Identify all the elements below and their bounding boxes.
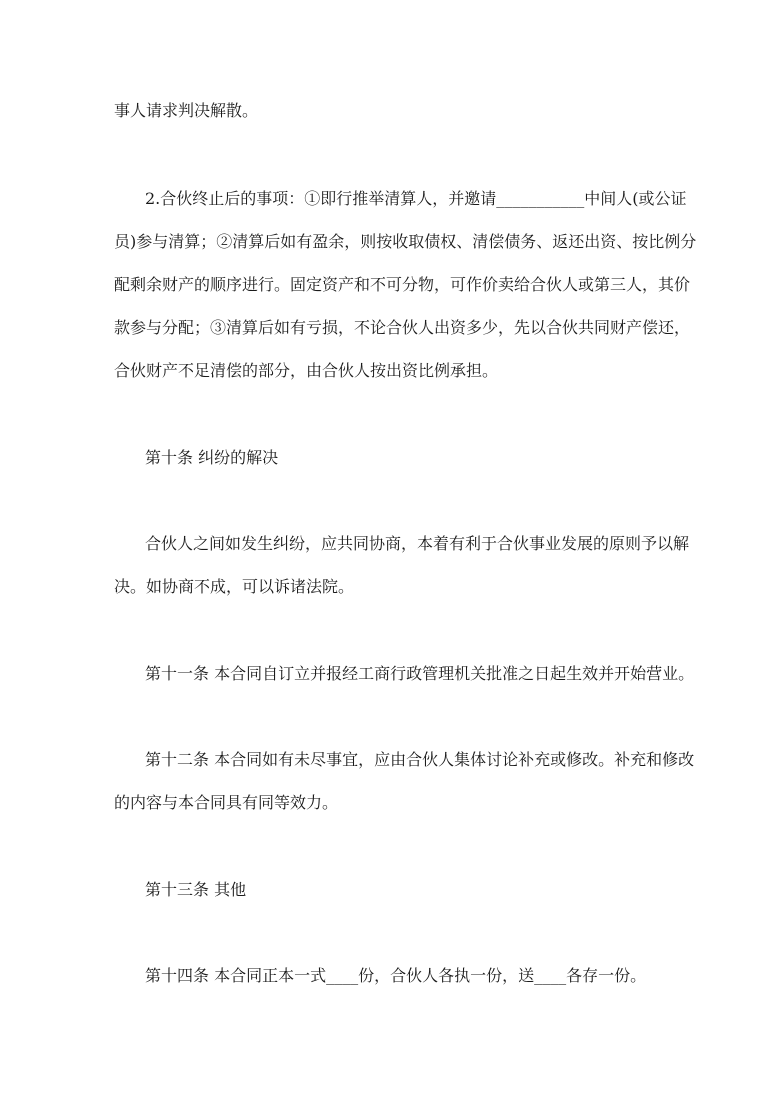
article-heading: 第十条 纠纷的解决 <box>145 448 279 467</box>
paragraph-line: 合伙人之间如发生纠纷，应共同协商，本着有利于合伙事业发展的原则予以解 <box>145 534 690 553</box>
paragraph-line: 员)参与清算；②清算后如有盈余，则按收取债权、清偿债务、返还出资、按比例分 <box>114 232 697 251</box>
paragraph-line: 合伙财产不足清偿的部分，由合伙人按出资比例承担。 <box>114 361 499 380</box>
paragraph-line: 配剩余财产的顺序进行。固定资产和不可分物，可作价卖给合伙人或第三人，其价 <box>114 275 691 294</box>
article-line: 第十四条 本合同正本一式____份，合伙人各执一份，送____各存一份。 <box>145 966 647 985</box>
article-line: 第十一条 本合同自订立并报经工商行政管理机关批准之日起生效并开始营业。 <box>145 664 695 683</box>
paragraph-line: 决。如协商不成，可以诉诸法院。 <box>114 577 355 596</box>
paragraph-line: 的内容与本合同具有同等效力。 <box>114 793 339 812</box>
article-heading: 第十三条 其他 <box>145 880 247 899</box>
paragraph-line: 2.合伙终止后的事项：①即行推举清算人，并邀请___________中间人(或公证 <box>145 189 687 208</box>
article-line: 第十二条 本合同如有未尽事宜，应由合伙人集体讨论补充或修改。补充和修改 <box>145 750 695 769</box>
paragraph-line: 款参与分配；③清算后如有亏损，不论合伙人出资多少，先以合伙共同财产偿还， <box>114 318 691 337</box>
paragraph-line: 事人请求判决解散。 <box>114 101 259 120</box>
